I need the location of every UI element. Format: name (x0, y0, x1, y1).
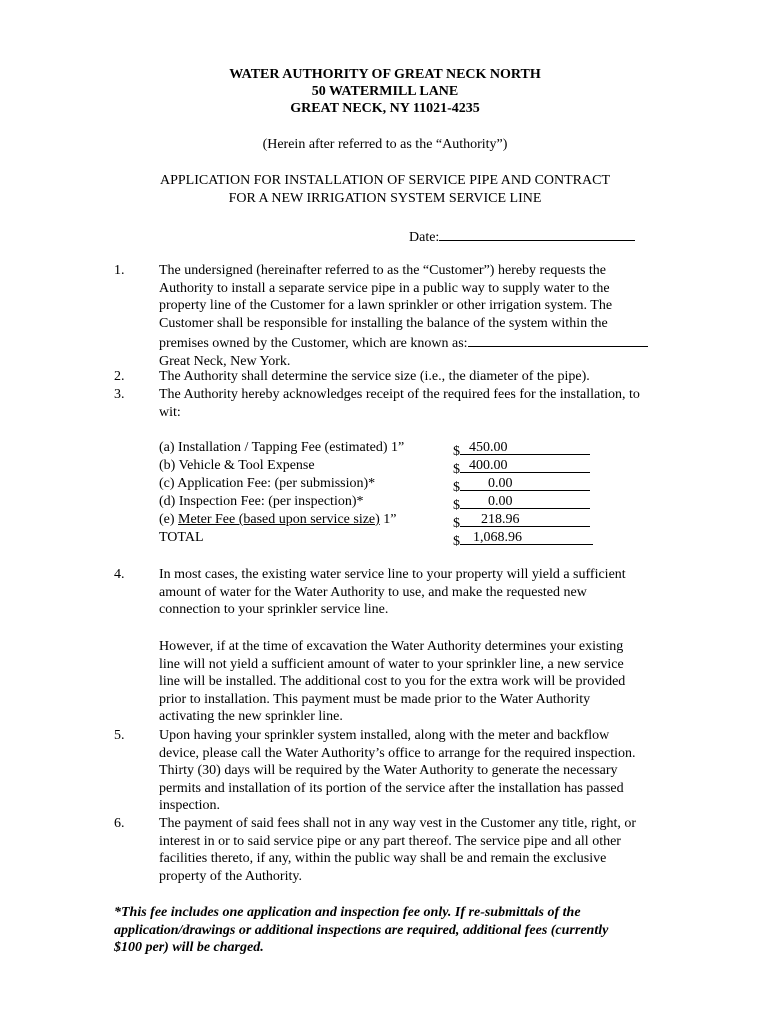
currency-symbol: $ (453, 444, 460, 459)
item-4-line: In most cases, the existing water service line to your property will yield a sufficient (159, 567, 626, 582)
item-1-line: Great Neck, New York. (159, 353, 291, 369)
item-2-text: The Authority shall determine the service size (i.e., the diameter of the pipe). (159, 369, 590, 384)
footnote-line: application/drawings or additional inspections are required, additional fees (currently (114, 922, 609, 938)
item-6-line: interest in or to said service pipe or any part thereof. The service pipe and all other (159, 833, 621, 849)
item-4b-line: line will not yield a sufficient amount of water to your sprinkler line, a new service (159, 656, 624, 672)
fee-amount-value: 400.00 (469, 458, 508, 473)
title-line-1: APPLICATION FOR INSTALLATION OF SERVICE PIPE AND CONTRACT (159, 173, 611, 188)
item-4-continuation (159, 638, 684, 726)
org-street: 50 WATERMILL LANE (311, 84, 459, 99)
fee-label-c: (c) Application Fee: (per submission)* (159, 476, 376, 491)
item-number-6: 6. (114, 816, 125, 831)
item-1-line: Customer shall be responsible for installing the balance of the system within the (159, 315, 608, 331)
fee-amount-value: 0.00 (488, 494, 513, 509)
date-blank[interactable] (439, 226, 635, 241)
item-1-line: The undersigned (hereinafter referred to as the “Customer”) hereby requests the (159, 263, 607, 278)
item-4b-line: However, if at the time of excavation the Water Authority determines your existing (159, 639, 624, 654)
date-field (409, 226, 635, 247)
item-4-line: connection to your sprinkler service line. (159, 602, 389, 618)
fee-label-total: TOTAL (159, 530, 204, 545)
date-label: Date: (409, 230, 440, 245)
fee-amount-value: 1,068.96 (473, 530, 522, 545)
fee-label-e-suffix: 1” (379, 512, 397, 527)
referred-note: (Herein after referred to as the “Authority”) (262, 137, 508, 152)
item-5-line: device, please call the Water Authority’s office to arrange for the required inspection. (159, 745, 636, 761)
item-5-line: inspection. (159, 798, 221, 814)
fee-footnote (114, 904, 674, 957)
fee-amount-value: 450.00 (469, 440, 508, 455)
letterhead (0, 66, 770, 117)
title-line-2: FOR A NEW IRRIGATION SYSTEM SERVICE LINE (228, 190, 542, 206)
fee-amount-value: 0.00 (488, 476, 513, 491)
fee-label-d: (d) Inspection Fee: (per inspection)* (159, 494, 364, 509)
item-1-line: Authority to install a separate service pipe in a public way to supply water to the (159, 280, 610, 296)
item-4b-line: line will be installed. The additional cost to you for the extra work will be provided (159, 674, 626, 690)
fee-label-e-prefix: (e) (159, 512, 179, 527)
item-6-text (159, 815, 684, 885)
item-number-4: 4. (114, 567, 125, 582)
item-number-5: 5. (114, 728, 125, 743)
item-1-line: property line of the Customer for a lawn sprinkler or other irrigation system. The (159, 298, 613, 314)
document-title (0, 172, 770, 207)
footnote-line: $100 per) will be charged. (114, 940, 264, 956)
item-6-line: The payment of said fees shall not in any way vest in the Customer any title, right, or (159, 816, 637, 831)
item-6-line: facilities thereto, if any, within the public way shall be and remain the exclusive (159, 851, 607, 867)
currency-symbol: $ (453, 498, 460, 513)
item-4-text (159, 566, 684, 619)
org-name: WATER AUTHORITY OF GREAT NECK NORTH (229, 67, 541, 82)
item-4b-line: prior to installation. This payment must be made prior to the Water Authority (159, 691, 591, 707)
premises-label: premises owned by the Customer, which are known as: (159, 336, 468, 352)
item-number-3: 3. (114, 387, 125, 402)
fee-label-a: (a) Installation / Tapping Fee (estimated) 1” (159, 440, 405, 455)
item-5-line: Thirty (30) days will be required by the Water Authority to generate the necessary (159, 763, 618, 779)
fee-amount-total (453, 529, 593, 551)
item-5-line: Upon having your sprinkler system installed, along with the meter and backflow (159, 728, 610, 743)
currency-symbol: $ (453, 516, 460, 531)
item-6-line: property of the Authority. (159, 868, 302, 884)
footnote-line: *This fee includes one application and inspection fee only. If re-submittals of the (114, 905, 581, 920)
fee-amount-value: 218.96 (481, 512, 520, 527)
currency-symbol: $ (453, 480, 460, 495)
item-3-line: wit: (159, 404, 181, 420)
item-5-line: permits and installation of its portion of the service after the installation has passed (159, 780, 624, 796)
item-4b-line: activating the new sprinkler line. (159, 709, 343, 725)
fee-label-e (159, 511, 397, 529)
item-number-2: 2. (114, 369, 125, 384)
currency-symbol: $ (453, 534, 460, 549)
fee-label-b: (b) Vehicle & Tool Expense (159, 458, 315, 473)
item-5-text (159, 727, 684, 815)
fee-label-e-underlined: Meter Fee (based upon service size) (178, 512, 380, 527)
item-3-text (159, 386, 684, 421)
org-city: GREAT NECK, NY 11021-4235 (290, 101, 480, 116)
currency-symbol: $ (453, 462, 460, 477)
premises-blank[interactable] (468, 332, 648, 347)
item-1-line (159, 332, 684, 353)
item-4-line: amount of water for the Water Authority to use, and make the requested new (159, 584, 587, 600)
item-3-line: The Authority hereby acknowledges receipt of the required fees for the installation, to (159, 387, 640, 402)
item-1-text (159, 262, 684, 371)
item-number-1: 1. (114, 263, 125, 278)
